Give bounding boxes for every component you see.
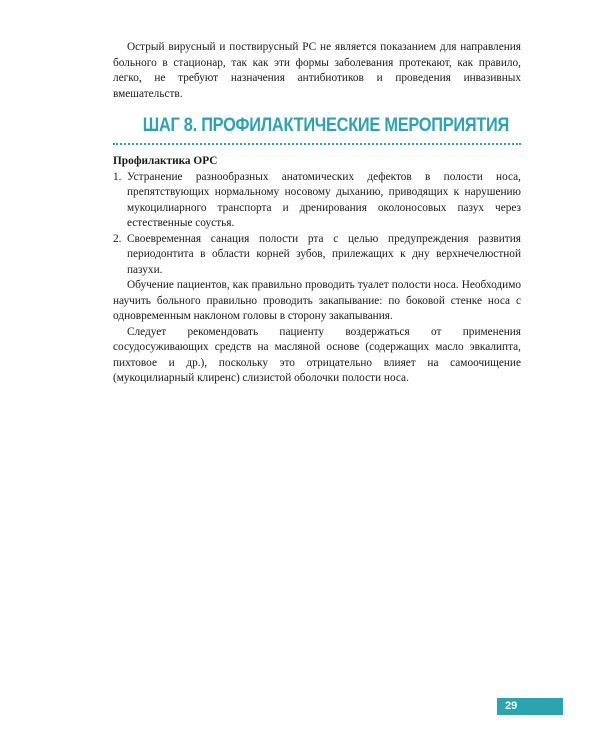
list-item bbox=[113, 232, 521, 279]
list-item-number: 1. bbox=[113, 170, 122, 183]
section-heading-block bbox=[113, 114, 521, 145]
list-item-text: Устранение разнообразных анатомических дефектов в полости носа, препятствующих нормальному носовому дыханию, приводящих к нарушению мукоцилиарного транспорта и дренирования околоносовых пазух через естественные соустья. bbox=[127, 170, 521, 229]
list-item bbox=[113, 170, 521, 232]
list-item-text: Своевременная санация полости рта с целью предупреждения развития периодонтита в области корней зубов, прилежащих к дну верхнечелюстной пазухи. bbox=[127, 232, 521, 276]
section-subheading: Профилактика ОРС bbox=[113, 155, 218, 167]
page-number-tab bbox=[497, 698, 563, 715]
prevention-list bbox=[113, 170, 521, 279]
page-content bbox=[113, 40, 521, 387]
body-paragraph: Следует рекомендовать пациенту воздержаться от применения сосудосуживающих средств на масляной основе (содержащих масло эвкалипта, пихтовое и др.), поскольку это отрицательно влияет на самоочищение (мукоцилиарный клиренс) слизистой оболочки полости носа. bbox=[113, 325, 521, 384]
list-item-number: 2. bbox=[113, 232, 122, 245]
body-paragraph: Обучение пациентов, как правильно проводить туалет полости носа. Необходимо научить больного правильно проводить закапывание: по боковой стенке носа с одновременным наклоном головы в сторону закапывания. bbox=[113, 279, 521, 322]
section-heading: ШАГ 8. ПРОФИЛАКТИЧЕСКИЕ МЕРОПРИЯТИЯ bbox=[142, 115, 510, 136]
page-number: 29 bbox=[505, 700, 518, 712]
intro-paragraph: Острый вирусный и поствирусный РС не является показанием для направления больного в стационар, так как эти формы заболевания протекают, как правило, легко, не требуют назначения антибиотиков и проведения инвазивных вмешательств. bbox=[113, 41, 521, 100]
